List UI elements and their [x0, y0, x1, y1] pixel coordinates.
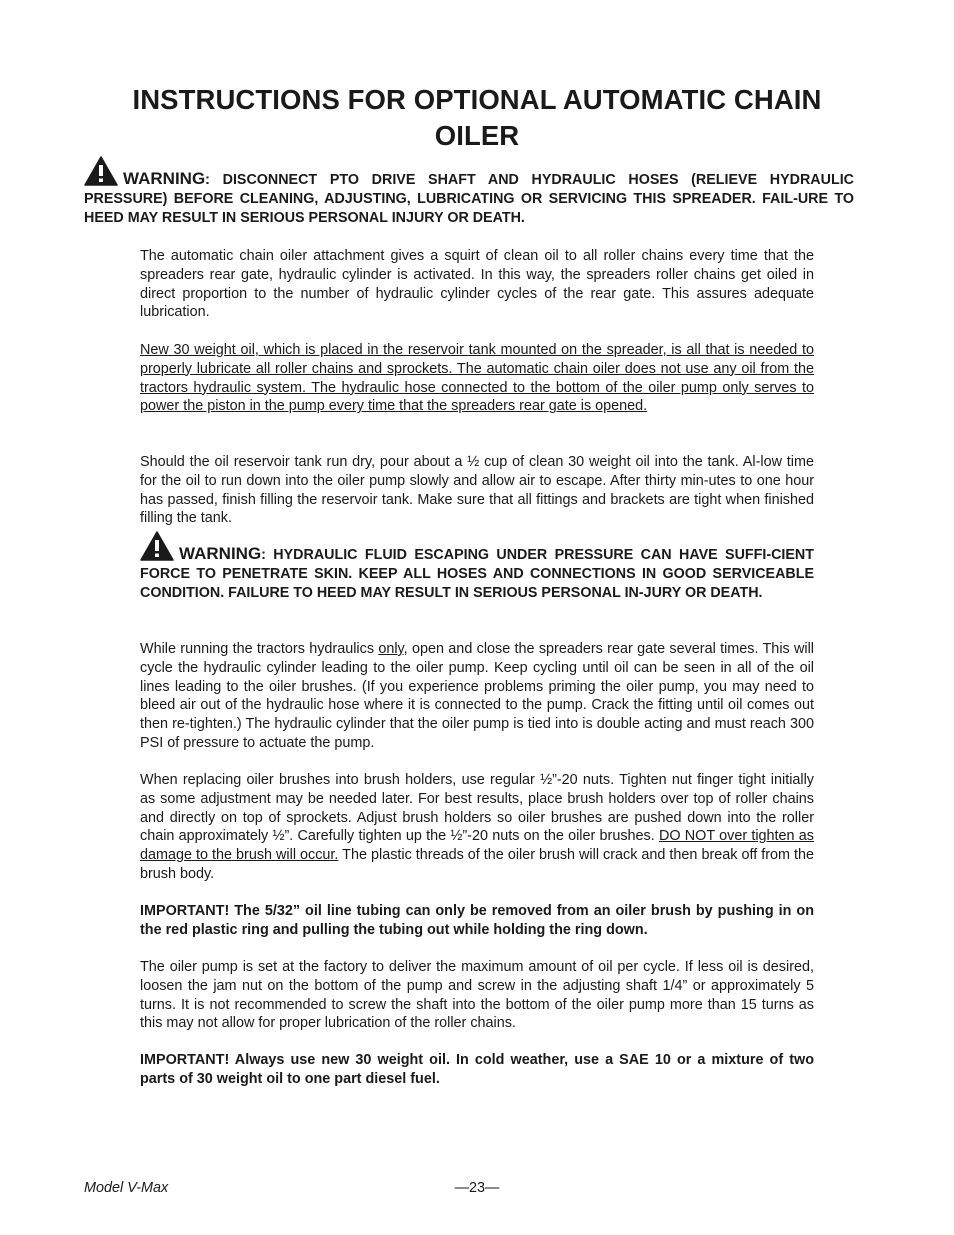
text-run: The plastic threads of the oiler brush will crack and then break off from the brush body.: [140, 847, 814, 882]
paragraph-text-underlined: New 30 weight oil, which is placed in the reservoir tank mounted on the spreader, is all that is needed to properly lubricate all roller chains and sprockets. The automatic chain oiler does not use any oil from the tractors hydraulic system. The hydraulic hose connected to the bottom of the oiler pump only serves to power the piston in the pump every time that the spreaders rear gate is opened.: [140, 342, 814, 415]
paragraph-priming: [140, 640, 814, 753]
paragraph-oiler-overview: [140, 247, 814, 322]
underlined-text: only: [378, 641, 404, 657]
important-text: IMPORTANT! Always use new 30 weight oil. In cold weather, use a SAE 10 or a mixture of two parts of 30 weight oil to one part diesel fuel.: [140, 1052, 814, 1087]
title-line-2: OILER: [434, 120, 520, 151]
warning-notice-2: [140, 531, 814, 603]
text-run: When replacing oiler brushes into brush holders, use regular ½”-20 nuts. Tighten nut finger tight initially as some adjustment may be needed later. For best results, place brush holders over top of roller chains and directly on top of sprockets. Adjust brush holders so oiler brushes are pushed down into the roller chain approximately ½”. Carefully tighten up the ½”-20 nuts on the oiler brushes.: [140, 772, 814, 845]
warning-triangle-icon: [84, 156, 118, 186]
footer-model: Model V-Max: [84, 1180, 169, 1196]
paragraph-text: The automatic chain oiler attachment gives a squirt of clean oil to all roller chains every time that the spreaders rear gate, hydraulic cylinder is activated. In this way, the spreaders roller chains get oiled in direct proportion to the number of hydraulic cylinder cycles of the rear gate. This assures adequate lubrication.: [140, 248, 814, 321]
warning-notice-1: [84, 156, 854, 228]
warning-label: WARNING: [123, 169, 206, 188]
text-run: While running the tractors hydraulics: [140, 641, 379, 657]
paragraph-text: [140, 771, 814, 884]
page-title: [90, 82, 864, 154]
paragraph-pump-adjust: [140, 958, 814, 1033]
warning-label: WARNING: [179, 544, 262, 563]
paragraph-brush-install: [140, 771, 814, 884]
warning-triangle-icon: [140, 531, 174, 561]
paragraph-oil-note: [140, 341, 814, 416]
warning-text: : HYDRAULIC FLUID ESCAPING UNDER PRESSURE CAN HAVE SUFFI-CIENT FORCE TO PENETRATE SKIN. KEEP ALL HOSES AND CONNECTIONS IN GOOD SERVICEABLE CONDITION. FAILURE TO HEED MAY RESULT IN SERIOUS PERSONAL IN-JURY OR DEATH.: [140, 547, 814, 601]
important-note-oil: [140, 1051, 814, 1089]
paragraph-text: Should the oil reservoir tank run dry, pour about a ½ cup of clean 30 weight oil into the tank. Al-low time for the oil to run down into the oiler pump slowly and allow air to escape. After thirty min-utes to one hour has passed, finish filling the reservoir tank. Make sure that all fittings and brackets are tight when finished filling the tank.: [140, 454, 814, 527]
paragraph-text: [140, 640, 814, 753]
important-note-tubing: [140, 902, 814, 940]
paragraph-text: The oiler pump is set at the factory to deliver the maximum amount of oil per cycle. If less oil is desired, loosen the jam nut on the bottom of the pump and screw in the adjusting shaft 1/4” or approximately 5 turns. It is not recommended to screw the shaft into the bottom of the oiler pump more than 15 turns as this may not allow for proper lubrication of the roller chains.: [140, 959, 814, 1032]
warning-notice-text: [140, 531, 814, 603]
title-line-1: INSTRUCTIONS FOR OPTIONAL AUTOMATIC CHAIN: [132, 84, 822, 115]
paragraph-refill: [140, 453, 814, 528]
text-run: , open and close the spreaders rear gate several times. This will cycle the hydraulic cylinder leading to the oiler pump. Keep cycling until oil can be seen in all of the oil lines leading to the oiler brushes. (If you experience problems priming the oiler pump, you may need to bleed air out of the hydraulic hose where it is connected to the pump. Crack the fitting until oil comes out then re-tighten.) The hydraulic cylinder that the oiler pump is tied into is double acting and must reach 300 PSI of pressure to actuate the pump.: [140, 641, 815, 751]
warning-text: : DISCONNECT PTO DRIVE SHAFT AND HYDRAULIC HOSES (RELIEVE HYDRAULIC PRESSURE) BEFORE CLEANING, ADJUSTING, LUBRICATING OR SERVICING THIS SPREADER. FAIL-URE TO HEED MAY RESULT IN SERIOUS PERSONAL INJURY OR DEATH.: [84, 172, 854, 226]
important-text: IMPORTANT! The 5/32” oil line tubing can only be removed from an oiler brush by pushing in on the red plastic ring and pulling the tubing out while holding the ring down.: [140, 903, 814, 938]
page-number: —23—: [454, 1180, 500, 1196]
underlined-text: DO NOT over tighten as damage to the brush will occur.: [140, 828, 814, 864]
